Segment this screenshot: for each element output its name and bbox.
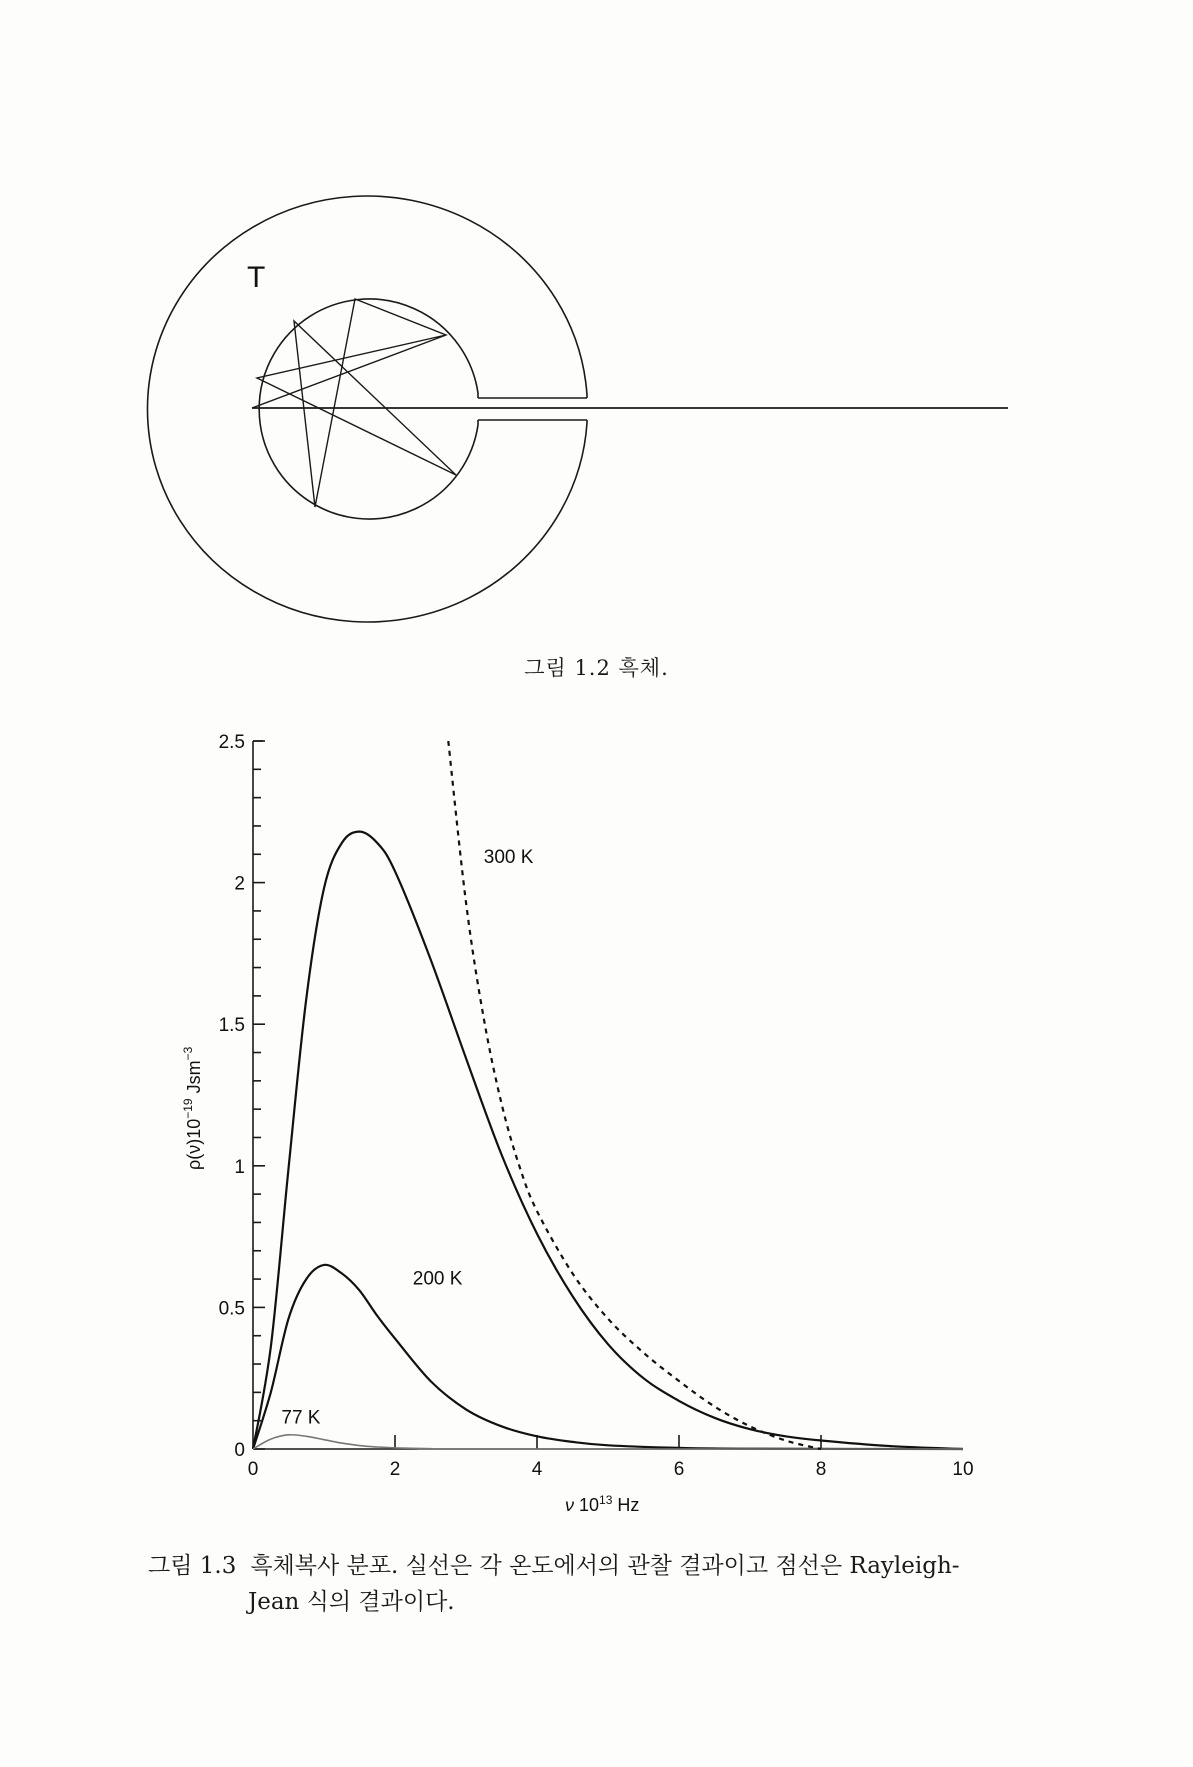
series-label: 200 K	[412, 1268, 463, 1290]
blackbody-diagram	[147, 196, 1008, 622]
series-label: 300 K	[483, 846, 534, 868]
x-tick-label: 8	[815, 1459, 827, 1480]
figure-1-3-caption	[148, 1548, 1028, 1620]
cavity-outer-wall	[147, 196, 587, 622]
caption-number: 그림 1.3	[148, 1553, 237, 1579]
caption-line-2: Jean 식의 결과이다.	[248, 1589, 455, 1615]
x-tick-label: 0	[247, 1459, 259, 1480]
y-tick-label: 1.5	[218, 1015, 245, 1037]
series-line-77-k	[253, 1435, 963, 1449]
y-tick-label: 2.5	[218, 732, 245, 753]
blackbody-chart	[181, 732, 974, 1515]
x-tick-label: 6	[673, 1459, 685, 1480]
series-label: 77 K	[281, 1407, 321, 1429]
figure-1-2-caption: 그림 1.2 흑체.	[524, 656, 669, 680]
y-tick-labels	[219, 732, 245, 1461]
series-line-300-k	[253, 832, 963, 1449]
y-tick-label: 2	[234, 873, 245, 895]
caption-line-1: 흑체복사 분포. 실선은 각 온도에서의 관찰 결과이고 점선은 Rayleigh-	[250, 1553, 960, 1579]
y-axis-title: $\rho(\nu)10^{-19}$ Jsm$^{-3}$	[181, 1046, 204, 1170]
y-tick-label: 1	[234, 1156, 245, 1178]
x-tick-label: 4	[531, 1459, 543, 1480]
x-tick-labels	[248, 1459, 974, 1480]
series-line-200-k	[253, 1265, 963, 1449]
x-tick-label: 10	[952, 1459, 974, 1480]
x-tick-label: 2	[389, 1459, 401, 1480]
y-tick-label: 0.5	[218, 1298, 245, 1320]
cavity-inner-wall	[259, 299, 478, 519]
temperature-label: T	[247, 261, 266, 294]
x-axis-title: ν $10^{13}$ Hz	[565, 1493, 640, 1515]
y-tick-label: 0	[234, 1440, 245, 1461]
chart-series	[253, 741, 963, 1449]
